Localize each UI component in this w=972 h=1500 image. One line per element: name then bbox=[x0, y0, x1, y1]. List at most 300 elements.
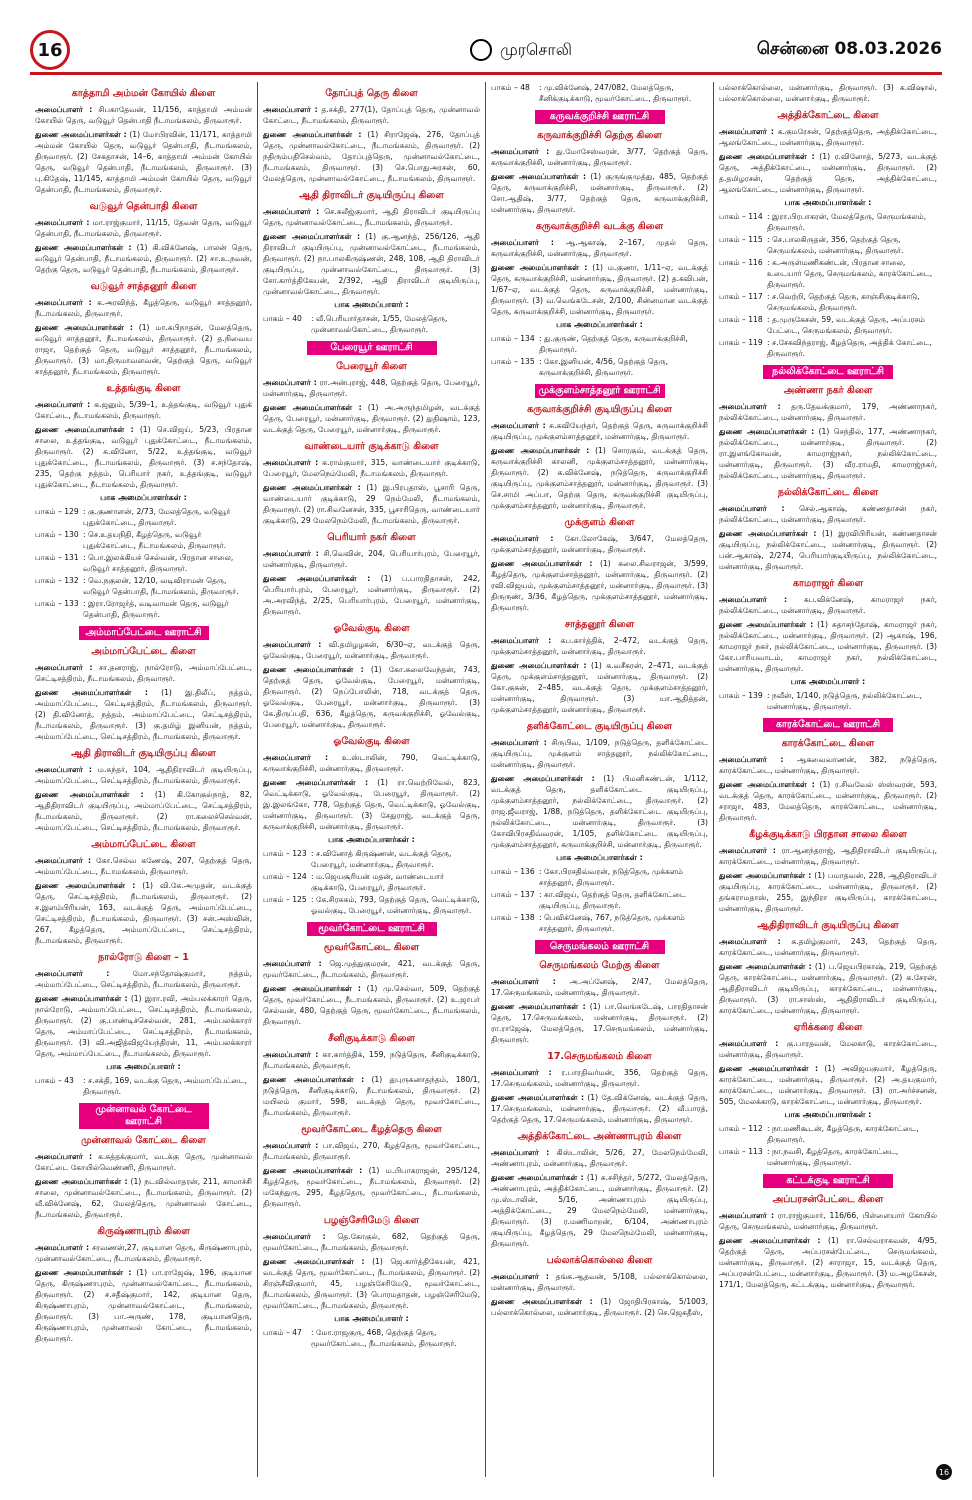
part-organiser-row bbox=[719, 690, 937, 712]
role-label: அமைப்பாளர் : bbox=[35, 663, 93, 672]
entry-text: (1) கோ.கலைவேந்தன், 743, தெற்குத் தெரு, ஓவேல்குடி, பேரையூர், மன்னார்குடி, திருவாரூர். (2) நெப்போலின், 718, வடக்குத் தெரு, ஓவேல்குடி, பேரையூர், மன்னார்குடி, திருவாரூர். (3) கே.திருப்பதி, 636, கீழத்தெரு, கருவக்குறிச்சி, ஓவேல்குடி, பேரையூர், மன்னார்குடி, திருவாரூர். bbox=[263, 665, 480, 729]
role-label: துணை அமைப்பாளர்கள் : bbox=[719, 152, 815, 161]
role-label: துணை அமைப்பாளர்கள் : bbox=[491, 446, 590, 455]
organiser-entry bbox=[35, 297, 252, 319]
role-label: துணை அமைப்பாளர்கள் : bbox=[719, 620, 814, 629]
part-number: பாகம் – 48 bbox=[491, 83, 530, 92]
branch-heading: அம்மாப்பேட்டை கிளை bbox=[91, 646, 196, 657]
organiser-entry bbox=[263, 1256, 480, 1311]
branch-heading: அண்ணா நகர் கிளை bbox=[783, 385, 873, 396]
role-label: அமைப்பாளர் : bbox=[491, 238, 554, 247]
part-organiser-detail: : ச.சேகவிந்தராஜ், கீழத்தெரு, அத்திக் கோட்டை, திருவாரூர். bbox=[767, 338, 932, 358]
role-label: அமைப்பாளர் : bbox=[719, 1211, 774, 1220]
role-label: அமைப்பாளர் : bbox=[35, 1243, 90, 1252]
entry-text: (1) ம.பிபாகராஜன், 295/124, கீழத்தெரு, மூவர்கோட்டை, நீடாமங்கலம், திருவாரூர். (2) மகேந்துரு, 295, கீழத்தெரு, மூவர்கோட்டை, நீடாமங்கலம், திருவாரூர். bbox=[263, 1166, 480, 1208]
organiser-entry bbox=[491, 773, 708, 850]
part-organiser-detail: : கா.விஜய், தெற்குத் தெரு, தளிக்கோட்டை குடியிருப்பு, திருவாரூர். bbox=[539, 890, 687, 910]
organiser-entry bbox=[263, 231, 480, 297]
part-organiser-detail: : கோ.இனியன், 4/56, தெற்குத் தெரு, கருவாக்குறிச்சி, திருவாரூர். bbox=[539, 357, 669, 377]
part-number: பாகம் – 112 bbox=[719, 1124, 763, 1133]
organiser-entry bbox=[35, 129, 252, 195]
organiser-entry bbox=[35, 789, 252, 833]
role-label: அமைப்பாளர் : bbox=[491, 1148, 550, 1157]
organiser-entry bbox=[719, 528, 937, 572]
part-number: பாகம் – 132 bbox=[35, 576, 79, 585]
entry-text: அ.அப்னேஷ், 2/47, மேலத்தெரு, 17.செருமங்கலம், மன்னார்குடி, திருவாரூர். bbox=[491, 977, 708, 997]
part-organiser-detail: : த.முருகேசன், 59, வடக்குத் தெரு, அப்பரசம் பேட்டை, செருமங்கலம், திருவாரூர். bbox=[767, 315, 925, 335]
entry-text: கப.விக்னேஷ், காமராஜர் நகர், நல்லிக்கோட்டை, மன்னார்குடி, திருவாரூர். bbox=[719, 595, 937, 615]
organiser-entry bbox=[491, 533, 708, 555]
role-label: துணை அமைப்பாளர்கள் : bbox=[719, 1236, 821, 1245]
role-label: துணை அமைப்பாளர்கள் : bbox=[35, 425, 134, 434]
entry-text: (1) மு.செல்வா, 509, தெற்குத் தெரு, மூவர்கோட்டை, நீடாமங்கலம், திருவாரூர். (2) உ.ஜாபர் செல்வன், 480, தெற்குத் தெரு, மூவர்கோட்டை, நீடாமங்கலம், திருவாரூர். bbox=[263, 984, 480, 1026]
role-label: துணை அமைப்பாளர்கள் : bbox=[491, 661, 587, 670]
part-number: பாகம் – 113 bbox=[719, 1147, 763, 1156]
part-number: பாகம் – 47 bbox=[263, 1328, 302, 1337]
entry-text: ரா.அன்புராஜ், 448, தெற்குத் தெரு, பேரையூர், மன்னார்குடி, திருவாரூர். bbox=[263, 378, 480, 398]
branch-heading: கருவாக்குறிச்சி தெற்கு கிளை bbox=[537, 130, 662, 141]
entry-text: கோ.லோகேஷ், 3/647, மேலத்தெரு, முக்குளம்சாத்தனூர், மன்னார்குடி, திருவாரூர். bbox=[491, 534, 709, 554]
organiser-entry bbox=[263, 402, 480, 435]
entry-text: (1) பமாதவன், 228, ஆதிதிராவிடர் குடியிருப்பு, காரக்கோட்டை, மன்னார்குடி, திருவாரூர். (2) தங்கராமதாஸ், 255, இந்திரா குடியிருப்பு, காரக்கோட்டை, மன்னார்குடி, திருவாரூர். bbox=[719, 871, 938, 913]
organiser-entry bbox=[263, 983, 480, 1027]
role-label: அமைப்பாளர் : bbox=[719, 504, 785, 513]
role-label: துணை அமைப்பாளர்கள் : bbox=[719, 529, 817, 538]
part-organiser-row bbox=[491, 866, 708, 888]
entry-text: (1) மா.சுபிநாதன், மேலத்தெரு, வடுவூர் சாத்தனூர், நீடாமங்கலம், திருவாரூர். (2) த.நிவைய ராஜா, தெற்குத் தெரு, வடுவூர் சாத்தனூர், நீடாமங்கலம், திருவாரூர். (3) மா.திருமாவளவன், தெற்குத் தெரு, வடுவூர் சாத்தனூர், நீடாமங்கலம், திருவாரூர். bbox=[35, 323, 252, 376]
entry-text: (1) அ.அருந்தமிழன், வடக்குத் தெரு, பேரையூர், மன்னார்குடி, திருவாரூர். (2) துதிஷாம், 123, வடக்குத் தெரு, பேரையூர், மன்னார்குடி, திருவாரூர். bbox=[263, 403, 480, 434]
branch-heading: காரக்கோட்டை கிளை bbox=[781, 738, 875, 749]
role-label: துணை அமைப்பாளர்கள் : bbox=[491, 172, 587, 181]
part-organiser-detail: : செ.உதயநிதி, கீழத்தெரு, வடுவூர் புதுக்கோட்டை, நீடாமங்கலம், திருவாரூர். bbox=[83, 530, 227, 550]
part-number: பாகம் – 124 bbox=[263, 872, 307, 881]
branch-heading: கருவாக்குறிச்சி வடக்கு கிளை bbox=[535, 221, 664, 232]
branch-heading: ஏரிக்கரை கிளை bbox=[793, 1022, 863, 1033]
role-label: அமைப்பாளர் : bbox=[263, 640, 322, 649]
part-number: பாகம் – 40 bbox=[263, 314, 302, 323]
organiser-entry bbox=[719, 82, 937, 104]
part-organiser-row bbox=[491, 333, 708, 355]
page-number: 16 bbox=[30, 30, 70, 70]
entry-text: க.குமரேசன், தெற்குத்தெரு, அத்திக்கோட்டை, ஆலங்கோட்டை, மன்னார்குடி, திருவாரூர். bbox=[719, 127, 937, 147]
part-organiser-row bbox=[491, 356, 708, 378]
part-organiser-row bbox=[719, 234, 937, 256]
organiser-entry bbox=[719, 126, 937, 148]
column-1 bbox=[30, 82, 258, 1477]
organiser-entry bbox=[719, 1235, 937, 1290]
organiser-entry bbox=[35, 993, 252, 1059]
role-label: துணை அமைப்பாளர்கள் : bbox=[719, 1064, 819, 1073]
organiser-entry bbox=[719, 503, 937, 525]
entry-text: (1) குருங்குமுத்து, 485, தெற்குத் தெரு, கருவாக்குறிச்சி, மன்னார்குடி, திருவாரூர். (2) சோ.ஆதிஷ், 3/77, தெற்குத் தெரு, கருவாக்குறிச்சி, மன்னார்குடி, திருவாரூர். bbox=[491, 172, 709, 214]
part-number: பாகம் – 125 bbox=[263, 895, 307, 904]
role-label: துணை அமைப்பாளர்கள் : bbox=[263, 232, 361, 241]
part-number: பாகம் – 130 bbox=[35, 530, 79, 539]
part-number: பாகம் – 134 bbox=[491, 334, 535, 343]
organiser-entry bbox=[263, 1074, 480, 1118]
entry-text: தரு.தேவக்குமார், 179, அண்ணாநகர், நல்லிக்கோட்டை, மன்னார்குடி, திருவாரூர். bbox=[719, 402, 937, 422]
organiser-entry bbox=[263, 1165, 480, 1209]
entry-text: (1) ப.பாரதிதாசன், 242, பெரியார்புரம், பேரையூர், மன்னார்குடி, திருவாரூர். (2) அ.அரவிந்த், 2/25, பெரியார்புரம், பேரையூர், மன்னார்குடி, திருவாரூர். bbox=[263, 574, 481, 616]
entry-text: (1) நடவில்வாதரன், 211, காமாச்சி சாலை, முன்னாவல்கோட்டை, நீடாமங்கலம், திருவாரூர். (2) வீ.விக்னேஷ், 62, மேலத்தெரு, முன்னாவல் கோட்டை, நீடாமங்கலம், திருவாரூர். bbox=[35, 1177, 253, 1219]
role-label: அமைப்பாளர் : bbox=[491, 977, 556, 986]
organiser-entry bbox=[491, 1147, 708, 1169]
role-label: துணை அமைப்பாளர்கள் : bbox=[491, 1297, 593, 1306]
role-label: துணை அமைப்பாளர்கள் : bbox=[719, 962, 812, 971]
role-label: துணை அமைப்பாளர்கள் : bbox=[263, 778, 368, 787]
branch-heading: மூவர்கோட்டை கிளை bbox=[323, 942, 420, 953]
article-columns bbox=[30, 82, 942, 1477]
entry-text: ரா.ராஜ்குமார், 116/66, பிள்ளையார் கோயில் தெரு, செருமங்கலம், மன்னார்குடி, திருவாரூர். bbox=[719, 1211, 937, 1231]
entry-text: (1) பிமனிகண்டன், 1/112, வடக்குத் தெரு, தளிக்கோட்டை குடியிருப்பு, முக்குளம்சாத்தனூர், நல்லிக்கோட்டை, திருவாரூர். (2) ராஜ.ஜீவராஜ், 1/88, நடுத்தெரு, தளிக்கோட்டை குடியிருப்பு, நல்லிக்கோட்டை, மன்னார்குடி, திருவாரூர். (3) கோவிபிரசதிவ்வரன், 1/105, தளிக்கோட்டை குடியிருப்பு, முக்குளம்சாத்தனூர், கருவாக்குறிச்சி, மன்னார்குடி, திருவாரூர். bbox=[491, 774, 708, 849]
part-organiser-detail: : து.குருண், தெற்குத் தெரு, கருவாக்குறிச்சி, திருவாரூர். bbox=[539, 334, 688, 354]
panchayat-banner: மூவர்கோட்டை ஊராட்சி bbox=[307, 922, 437, 936]
entry-text: கப.கார்த்திக், 2–472, வடக்குத் தெரு, முக்குளம்சாத்தனூர், மன்னார்குடி, திருவாரூர். bbox=[491, 636, 708, 656]
role-label: அமைப்பாளர் : bbox=[263, 207, 320, 216]
part-organiser-row bbox=[263, 1327, 480, 1349]
role-label: துணை அமைப்பாளர்கள் : bbox=[491, 1173, 584, 1182]
role-label: துணை அமைப்பாளர்கள் : bbox=[491, 263, 588, 272]
part-organiser-detail: : இரா.ரோஜர்த், வடிவாமன் தெரு, வடுவூர் தென்பாதி, திருவாரூர். bbox=[83, 599, 229, 619]
role-label: அமைப்பாளர் : bbox=[35, 298, 92, 307]
part-number: பாகம் – 119 bbox=[719, 338, 763, 347]
part-number: பாகம் – 135 bbox=[491, 357, 535, 366]
entry-text: (1) ரா.செல்வராகவன், 4/95, தெற்குத் தெரு, அப்பரசன்பேட்டை, செருமங்கலம், மன்னார்குடி, திருவாரூர். (2) சாராஜா, 15, வடக்குத் தெரு, அப்பரசன்பேட்டை, மன்னார்குடி, திருவாரூர். (3) ம.அழகேசன், 171/1, மேலத்தெரு, கட்டக்குடி, மன்னார்குடி, திருவாரூர். bbox=[719, 1236, 937, 1289]
entry-text: (1) செ.விஜய், 5/23, பிரதான சாலை, உத்தங்குடி, வடுவூர் புதுக்கோட்டை, நீடாமங்கலம், திருவாரூர். (2) க.வினோ, 5/22, உத்தங்குடி, வடுவூர் புதுக்கோட்டை, நீடாமங்கலம், திருவாரூர். (3) ச.சந்தோஷ், 235, தெற்கு நத்தம், பெரியார் நகர், உத்தங்குடி, வடுவூர் புதுக்கோட்டை, நீடாமங்கலம், திருவாரூர். bbox=[35, 425, 252, 489]
branch-heading: தோப்புத் தெரு கிளை bbox=[325, 88, 418, 99]
organiser-entry bbox=[491, 171, 708, 215]
organiser-entry bbox=[491, 445, 708, 511]
role-label: துணை அமைப்பாளர்கள் : bbox=[35, 688, 148, 697]
entry-text: க.சுத்தக்குமார், வடக்கு தெரு, முன்னாவல் கோட்டை கோயில்வெண்ணி, திருவாரூர். bbox=[35, 1152, 252, 1172]
organiser-entry bbox=[35, 424, 252, 490]
organiser-entry bbox=[263, 1049, 480, 1071]
organiser-entry bbox=[35, 764, 252, 786]
branch-heading: பேரையூர் கிளை bbox=[336, 361, 407, 372]
entry-text: பல்லாக்கொல்லை, மன்னார்குடி, திருவாரூர். (3) க.விஷால், பல்லாக்கொல்லை, மன்னார்குடி, திருவாரூர். bbox=[719, 83, 937, 103]
organiser-entry bbox=[263, 129, 480, 184]
organiser-entry bbox=[719, 870, 937, 914]
part-organiser-detail: : கு.குணாளன், 2/73, மேலத்தெரு, வடுவூர் புதுக்கோட்டை, திருவாரூர். bbox=[83, 507, 231, 527]
role-label: துணை அமைப்பாளர்கள் : bbox=[491, 559, 593, 568]
entry-text: (1) அவிஜயகுமார், கீழத்தெரு, காரக்கோட்டை, மன்னார்குடி, திருவாரூர். (2) அ.தயகுமார், காரக்கோட்டை, மன்னார்குடி, திருவாரூர். (3) ரா.அர்ச்சனன், 505, மேலக்காடு, காரக்கோட்டை, மன்னார்குடி, திருவாரூர். bbox=[719, 1064, 937, 1106]
role-label: அமைப்பாளர் : bbox=[719, 595, 787, 604]
organiser-entry bbox=[491, 1296, 708, 1318]
organiser-entry bbox=[491, 1092, 708, 1125]
part-number: பாகம் – 43 bbox=[35, 1076, 74, 1085]
role-label: அமைப்பாளர் : bbox=[35, 1152, 93, 1161]
column-3 bbox=[486, 82, 714, 1477]
branch-heading: முன்னாவல் கோட்டை கிளை bbox=[81, 1135, 206, 1146]
organiser-entry bbox=[491, 1067, 708, 1089]
role-label: அமைப்பாளர் : bbox=[263, 1141, 319, 1150]
entry-text: ம.சுந்தர், 104, ஆதிதிராவிடர் குடியிருப்பு, அம்மாப்பேட்டை, செட்டிசத்திரம், நீடாமங்கலம், திருவாரூர். bbox=[35, 765, 252, 785]
part-number: பாகம் – 129 bbox=[35, 507, 79, 516]
part-organisers-heading: பாக அமைப்பாளர்கள் : bbox=[328, 835, 415, 844]
role-label: துணை அமைப்பாளர்கள் : bbox=[263, 665, 364, 674]
entry-text: (1) கலை.சிவராஜன், 3/599, கீழத்தெரு, முக்குளம்சாத்தனூர், மன்னார்குடி, திருவாரூர். (2) ரவி.விஜயம், முக்குளம்சாத்தனூர், மன்னார்குடி, திருவாரூர். (3) திருருண், 3/36, கீழத்தெரு, முக்குளம்சாத்தனூர், மன்னார்குடி, திருவாரூர். bbox=[491, 559, 708, 612]
branch-heading: பெரியார் நகர் கிளை bbox=[327, 532, 416, 543]
organiser-entry bbox=[719, 845, 937, 867]
role-label: துணை அமைப்பாளர்கள் : bbox=[263, 574, 371, 583]
organiser-entry bbox=[35, 322, 252, 377]
entry-text: (1) பா.வெங்கடேஷ், பாரதிதாசன் தெரு, 17.செருமங்கலம், மன்னார்குடி, திருவாரூர். (2) ரா.ராஜேஷ், மேலத்தெரு, 17.செருமங்கலம், மன்னார்குடி, திருவாரூர். bbox=[491, 1002, 708, 1044]
part-organiser-row bbox=[719, 314, 937, 336]
entry-text: க.தமிழ்குமார், 243, தெற்குத் தெரு, காரக்கோட்டை, மன்னார்குடி, திருவாரூர். bbox=[719, 937, 937, 957]
entry-text: (1) இரா.ரவி, அம்பலக்காரர் தெரு, நால்ரோடு, அம்மாப்பேட்டை, செட்டிசத்திரம், நீடாமங்கலம், திருவாரூர். (2) கு.பாண்டிச்செல்வன், 281, அம்பலக்காரர் தெரு, அம்மாப்பேட்டை, செட்டிசத்திரம், நீடாமங்கலம், திருவாரூர். (3) வி.அஜித்விஜயேந்திரன், 11, அம்பலக்காரர் தெரு, அம்மாப்பேட்டை, நீடாமங்கலம், திருவாரூர். bbox=[35, 994, 252, 1058]
organiser-entry bbox=[491, 737, 708, 770]
panchayat-banner: நல்லிக்கோட்டை ஊராட்சி bbox=[763, 365, 893, 379]
entry-text: ர.பாரதிவர்மன், 356, தெற்குத் தெரு, 17.செருமங்கலம், மன்னார்குடி, திருவாரூர். bbox=[491, 1068, 708, 1088]
part-organiser-row bbox=[719, 257, 937, 290]
entry-text: மா.ராஜ்குமார், 11/15, தேவன் தெரு, வடுவூர் தென்பாதி, நீடாமங்கலம், திருவாரூர். bbox=[35, 218, 252, 238]
part-organisers-heading: பாக அமைப்பாளர் : bbox=[334, 1314, 409, 1323]
organiser-entry bbox=[263, 664, 480, 730]
part-organiser-row bbox=[719, 1146, 937, 1168]
role-label: துணை அமைப்பாளர்கள் : bbox=[719, 780, 815, 789]
panchayat-banner: முக்குளம்சாத்தனூர் ஊராட்சி bbox=[535, 384, 665, 398]
part-organiser-detail: : கே.சிரசுகம், 793, தெற்குத் தெரு, வெட்டிக்காடு, ஓவல்குடி, பேரையூர், மன்னார்குடி, திருவாரூர். bbox=[311, 895, 480, 915]
entry-text: சிருபிவ, 1/109, நடுத்தெரு, தளிக்கோட்டை குடியிருப்பு, முக்குளம் சாத்தனூர், நல்லிக்கோட்டை, மன்னார்குடி, திருவாரூர். bbox=[491, 738, 708, 769]
organiser-entry bbox=[719, 1063, 937, 1107]
organiser-entry bbox=[263, 457, 480, 479]
entry-text: ஜெ.முத்துகுமரன், 421, வடக்குத் தெரு, மூவர்கோட்டை, நீடாமங்கலம், திருவாரூர். bbox=[263, 959, 480, 979]
organiser-entry bbox=[491, 146, 708, 168]
entry-text: (1) ஜோதிபிரகாஷ், 5/1003, பல்லாக்கொல்லை, மன்னார்குடி, திருவாரூர். (2) செ.ஜெகதீஸ், bbox=[491, 1297, 708, 1317]
entry-text: கு.பாரதவன், மேலகாடு, காரக்கோட்டை, மன்னார்குடி, திருவாரூர். bbox=[719, 1039, 937, 1059]
panchayat-banner: செருமங்கலம் ஊராட்சி bbox=[535, 940, 665, 954]
part-organiser-detail: : நா.நவசி, கீழத்தெரு, காரக்கோட்டை, மன்னார்குடி, திருவாரூர். bbox=[767, 1147, 899, 1167]
branch-heading: சாத்தனூர் கிளை bbox=[564, 619, 635, 630]
organiser-entry bbox=[491, 635, 708, 657]
organiser-entry bbox=[263, 777, 480, 832]
part-number: பாகம் – 131 bbox=[35, 553, 79, 562]
organiser-entry bbox=[35, 855, 252, 877]
organiser-entry bbox=[35, 662, 252, 684]
organiser-entry bbox=[263, 1140, 480, 1162]
organiser-entry bbox=[491, 558, 708, 613]
part-organiser-detail: : ச.வினோத் கிருஷ்ணன், வடக்குத் தெரு, பேரையூர், மன்னார்குடி, திருவாரூர். bbox=[311, 849, 452, 869]
part-organiser-detail: : மோ.ராஜகுரு, 468, தெற்குத் தெரு, மூவர்கோட்டை, நீடாமங்கலம், திருவாரூர். bbox=[311, 1328, 457, 1348]
branch-heading: பழஞ்சேரிமேடு கிளை bbox=[323, 1215, 420, 1226]
part-organiser-row bbox=[491, 889, 708, 911]
role-label: அமைப்பாளர் : bbox=[719, 1039, 779, 1048]
panchayat-banner: காரக்கோட்டை ஊராட்சி bbox=[763, 718, 893, 732]
role-label: துணை அமைப்பாளர்கள் : bbox=[35, 1268, 132, 1277]
entry-text: சிபகாதேவன், 11/156, காத்தாமி அம்மன் கோயில் தெரு, வடுவூர் தென்பாதி நீடாமங்கலம், திருவாரூர். bbox=[35, 105, 252, 125]
branch-heading: காமராஜர் கிளை bbox=[792, 578, 864, 589]
role-label: அமைப்பாளர் : bbox=[491, 421, 546, 430]
role-label: அமைப்பாளர் : bbox=[491, 1272, 549, 1281]
part-organiser-row bbox=[35, 598, 252, 620]
organiser-entry bbox=[35, 968, 252, 990]
part-organiser-row bbox=[35, 1075, 252, 1097]
panchayat-banner: கருவக்குறிச்சி ஊராட்சி bbox=[535, 110, 665, 124]
entry-text: சு.கவியேந்தர், தெற்குத் தெரு, கருவாக்குறிச்சி குடியிருப்பு, முக்குளம்சாத்தனூர், மன்னார்குடி, திருவாரூர். bbox=[491, 421, 708, 441]
part-organisers-heading: பாக அமைப்பாளர்கள் : bbox=[784, 198, 872, 207]
role-label: துணை அமைப்பாளர்கள் : bbox=[35, 1177, 128, 1186]
branch-heading: செருமங்கலம் மேற்கு கிளை bbox=[539, 960, 660, 971]
part-organisers-heading: பாக அமைப்பாளர்கள் : bbox=[100, 493, 187, 502]
organiser-entry bbox=[263, 482, 480, 526]
entry-text: (1) சிராஜேஷ், 276, தோப்புத் தெரு, முன்னாவல்கோட்டை, நீடாமங்கலம், திருவாரூர். (2) நதிரும்பதிசெல்வம், தோப்புத்தெரு, முன்னாவல்கோட்டை, நீடாமங்கலம், திருவாரூர். (3) செ.பொதுஅரசன், 60, மேலத்தெரு, முன்னாவல்கோட்டை, நீடாமங்கலம், திருவாரூர். bbox=[263, 130, 481, 183]
organiser-entry bbox=[491, 1271, 708, 1293]
role-label: துணை அமைப்பாளர்கள் : bbox=[35, 790, 144, 799]
part-organiser-row bbox=[719, 337, 937, 359]
entry-text: து.மோசேஸ்வரன், 3/77, தெற்குத் தெரு, கருவாக்குறிச்சி, மன்னார்குடி, திருவாரூர். bbox=[491, 147, 708, 167]
entry-text: வி.தமிழழகன், 6/30–ஏ, வடக்குத் தெரு, ஓவேல்குடி, பேரையூர், மன்னார்குடி, திருவாரூர். bbox=[263, 640, 480, 660]
part-organiser-detail: : ச.வெற்றி, தெற்குத் தெரு, காஞ்சிகுடிக்காடு, செருமங்கலம், திருவாரூர். bbox=[767, 292, 920, 312]
role-label: துணை அமைப்பாளர்கள் : bbox=[263, 1257, 365, 1266]
branch-heading: ஓவேல்குடி கிளை bbox=[333, 623, 410, 634]
branch-heading: அப்பரசன்பேட்டை கிளை bbox=[772, 1194, 884, 1205]
role-label: அமைப்பாளர் : bbox=[263, 1050, 319, 1059]
part-number: பாகம் – 139 bbox=[719, 691, 763, 700]
organiser-entry bbox=[35, 880, 252, 946]
paper-emblem-icon bbox=[470, 39, 492, 61]
part-number: பாகம் – 115 bbox=[719, 235, 763, 244]
role-label: அமைப்பாளர் : bbox=[719, 402, 781, 411]
role-label: அமைப்பாளர் : bbox=[491, 534, 554, 543]
branch-heading: நல்லிக்கோட்டை கிளை bbox=[777, 487, 879, 498]
role-label: துணை அமைப்பாளர்கள் : bbox=[263, 403, 362, 412]
footer-page-number: 16 bbox=[936, 1464, 952, 1480]
entry-text: மோ.சந்தோஷ்குமார், நத்தம், அம்மாப்பேட்டை, செட்டிசத்திரம், நீடாமங்கலம், திருவாரூர். bbox=[35, 969, 252, 989]
part-organiser-row bbox=[35, 506, 252, 528]
branch-heading: கிருஷ்ணாபுரம் கிளை bbox=[97, 1226, 190, 1237]
entry-text: உ.ஸ்டாலின், 790, வெட்டிக்காடு, கருவாக்குறிச்சி, மன்னார்குடி, திருவாரூர். bbox=[263, 753, 480, 773]
branch-heading: மூவர்கோட்டை கீழத்தெரு கிளை bbox=[301, 1124, 442, 1135]
paper-logo bbox=[470, 39, 572, 61]
entry-text: ரா.ஆனந்தராஜ், ஆதிதிராவிடர் குடியிருப்பு, காரக்கோட்டை, மன்னார்குடி, திருவாரூர். bbox=[719, 846, 937, 866]
part-organiser-detail: : ம.ஜெயசூரியன் மதன், வாண்டையார் குடிக்காடு, பேரையூர், திருவாரூர். bbox=[311, 872, 445, 892]
entry-text: (1) பா.ராஜேஷ், 196, குடியான தெரு, கிருஷ்ணாபுரம், முன்னாவல்கோட்டை, நீடாமங்கலம், திருவாரூர். (2) ச.சதீஷ்குமார், 142, குடியான தெரு, கிருஷ்ணாபுரம், முன்னாவல்கோட்டை, நீடாமங்கலம், திருவாரூர். (3) பா.அருண், 178, குடியானதெரு, கிருஷ்ணாபுரம், முன்னாவல் கோட்டை, நீடாமங்கலம், திருவாரூர். bbox=[35, 1268, 252, 1343]
part-number: பாகம் – 123 bbox=[263, 849, 307, 858]
organiser-entry bbox=[719, 619, 937, 674]
entry-text: க.அரவிந்த், கீழத்தெரு, வடுவூர் சாத்தனூர், நீடாமங்கலம், திருவாரூர். bbox=[35, 298, 252, 318]
entry-text: சி.வெவின், 204, பெரியார்புரம், பேரையூர், மன்னார்குடி, திருவாரூர். bbox=[263, 549, 480, 569]
entry-text: க.ராம்குமார், 315, வாண்டையார் குடிக்காடு, பேரையூர், மேலநெம்மேலி, நீடாமங்கலம், திருவாரூர். bbox=[263, 458, 480, 478]
part-organiser-row bbox=[491, 82, 708, 104]
organiser-entry bbox=[35, 1151, 252, 1173]
part-organisers-heading: பாக அமைப்பாளர் : bbox=[334, 300, 409, 309]
part-organiser-detail: : வெ.நகுலன், 12/10, வடிவிராமன் தெரு, வடுவூர் தென்பாதி, நீடாமங்கலம், திருவாரூர். bbox=[83, 576, 239, 596]
role-label: அமைப்பாளர் : bbox=[35, 218, 90, 227]
part-organisers-heading: பாக அமைப்பாளர்கள் : bbox=[556, 853, 643, 862]
part-organiser-detail: : கோ.பிரசதிவ்வரன், நடுத்தெரு, முக்களம் சாத்தனூர், திருவாரூர். bbox=[539, 867, 683, 887]
organiser-entry bbox=[263, 1231, 480, 1253]
entry-text: தங்க.ஆதவன், 5/108, பல்லாக்கொல்லை, மன்னார்குடி, திருவாரூர். bbox=[491, 1272, 708, 1292]
part-organiser-detail: : பொ.இலக்கியச் செல்வன், பிரதான சாலை, வடுவூர் சாத்தனூர், திருவாரூர். bbox=[83, 553, 234, 573]
entry-text: (1) செந்தில், 177, அண்ணாநகர், நல்லிக்கோட்டை, மன்னார்குடி, திருவாரூர். (2) ரா.இளங்கோவன், காமராஜ்நகர், நல்லிக்கோட்டை, மன்னார்குடி, திருவாரூர். (3) வீர.ராமதி, காமராஜ்நகர், நல்லிக்கோட்டை, மன்னார்குடி, திருவாரூர். bbox=[719, 427, 938, 480]
entry-text: ஆ.ஆகாஷ், 2–167, முதல் தெரு, கருவாக்குறிச்சி, மன்னார்குடி, திருவாரூர். bbox=[491, 238, 708, 258]
branch-heading: நால்ரோடு கிளை – 1 bbox=[98, 952, 189, 963]
role-label: அமைப்பாளர் : bbox=[263, 1232, 326, 1241]
role-label: அமைப்பாளர் : bbox=[491, 147, 550, 156]
part-organiser-detail: : பெவிக்னேஷ், 767, நடுத்தெரு, முக்களம் சாத்தனூர், திருவாரூர். bbox=[539, 913, 685, 933]
part-organiser-detail: : இரா.பிரபாகரன், மேலத்தெரு, செருமங்கலம், திருவாரூர். bbox=[767, 212, 927, 232]
role-label: அமைப்பாளர் : bbox=[35, 969, 110, 978]
branch-heading: வடுவூர் சாத்தனூர் கிளை bbox=[90, 281, 197, 292]
organiser-entry bbox=[263, 548, 480, 570]
organiser-entry bbox=[719, 779, 937, 823]
role-label: அமைப்பாளர் : bbox=[263, 105, 318, 114]
role-label: அமைப்பாளர் : bbox=[719, 127, 774, 136]
part-organisers-heading: பாக அமைப்பாளர்கள் : bbox=[784, 1110, 872, 1119]
organiser-entry bbox=[263, 104, 480, 126]
role-label: அமைப்பாளர் : bbox=[263, 378, 317, 387]
organiser-entry bbox=[263, 639, 480, 661]
branch-heading: கருவாக்குறிச்சி குடியிருப்பு கிளை bbox=[527, 404, 672, 415]
part-organiser-detail: : செ.பாலகிருதன், 356, தெற்குத் தெரு, செருமங்கலம், மன்னார்குடி, திருவாரூர். bbox=[767, 235, 904, 255]
role-label: துணை அமைப்பாளர்கள் : bbox=[263, 1075, 365, 1084]
panchayat-banner: அம்மாப்பேட்டை ஊராட்சி bbox=[79, 626, 209, 640]
entry-text: (1) துபுருசுனாதந்தம், 180/1, நடுத்தெரு, சீனிகுடிக்காடு, நீடாமங்கலம், திருவாரூர். (2) மயிலம் குமார், 598, வடக்குத் தெரு, மூவர்கோட்டை, நீடாமங்கலம், திருவாரூர். bbox=[263, 1075, 481, 1117]
role-label: அமைப்பாளர் : bbox=[491, 1068, 552, 1077]
entry-text: (1) இ.திலீப், நத்தம், அம்மாப்பேட்டை, செட்டிசத்திரம், நீடாமங்கலம், திருவாரூர். (2) தி.வினோத், நத்தம், அம்மாப்பேட்டை, செட்டிசத்திரம், நீடாமங்கலம், திருவாரூர். (3) கு.தமிழ் இனியன், நத்தம், அம்மாப்பேட்டை, செட்டிசத்திரம், நீடாமங்கலம், திருவாரூர். bbox=[35, 688, 252, 741]
part-number: பாகம் – 136 bbox=[491, 867, 535, 876]
role-label: அமைப்பாளர் : bbox=[263, 549, 319, 558]
paper-name: முரசொலி bbox=[500, 39, 572, 59]
role-label: அமைப்பாளர் : bbox=[719, 846, 776, 855]
masthead bbox=[30, 28, 942, 75]
branch-heading: வடுவூர் தென்பாதி கிளை bbox=[89, 201, 198, 212]
branch-heading: தளிக்கோட்டை குடியிருப்பு கிளை bbox=[526, 721, 673, 732]
city-date: சென்னை 08.03.2026 bbox=[756, 39, 942, 59]
column-4 bbox=[714, 82, 942, 1477]
role-label: துணை அமைப்பாளர்கள் : bbox=[491, 1093, 585, 1102]
role-label: துணை அமைப்பாளர்கள் : bbox=[35, 130, 127, 139]
entry-text: (1) ரா.வெற்றிவேல், 823, வெட்டிக்காடு, ஓவேல்குடி, பேரையூர், திருவாரூர். (2) இ.இலங்கோ, 778, தெற்குத் தெரு, வெட்டிக்காடு, ஓவேல்குடி, மன்னார்குடி, திருவாரூர். (3) சேதுராஜ், வடக்குத் தெரு, கருவாக்குறிச்சி, மன்னார்குடி, திருவாரூர். bbox=[263, 778, 480, 831]
entry-text: பா.விஜய், 270, கீழத்தெரு, மூவர்கோட்டை, நீடாமங்கலம், திருவாரூர். bbox=[263, 1141, 480, 1161]
panchayat-banner: பேரையூர் ஊராட்சி bbox=[307, 341, 437, 355]
branch-heading: அம்மாப்பேட்டை கிளை bbox=[91, 839, 196, 850]
organiser-entry bbox=[263, 752, 480, 774]
organiser-entry bbox=[719, 426, 937, 481]
organiser-entry bbox=[491, 660, 708, 715]
part-organiser-detail: : க.அருள்மணிகண்டன், பிரதான சாலை, உடையார் தெரு, செருமங்கலம், காரக்கோட்டை, திருவாரூர். bbox=[767, 258, 933, 289]
entry-text: ஆகவைவாணன், 382, நடுத்தெரு, காரக்கோட்டை, மன்னார்குடி, திருவாரூர். bbox=[719, 755, 937, 775]
panchayat-banner: கட்டக்குடி ஊராட்சி bbox=[763, 1174, 893, 1188]
organiser-entry bbox=[263, 377, 480, 399]
part-organisers-heading: பாக அமைப்பாளர் : bbox=[106, 1062, 181, 1071]
part-organiser-detail: : ச.சக்தி, 169, வடக்கு தெரு, அம்மாப்பேட்டை, திருவாரூர். bbox=[83, 1076, 248, 1096]
entry-text: (1) கி.கோகுல்நாத், 82, ஆதிதிராவிடர் குடியிருப்பு, அம்மாப்பேட்டை, செட்டிசத்திரம், நீடாமங்கலம், திருவாரூர். (2) ரா.கலைச்செல்வன், அம்மாப்பேட்டை, செட்டிசத்திரம், நீடாமங்கலம், திருவாரூர். bbox=[35, 790, 252, 832]
entry-text: செ.கலீஜ்குமார், ஆதி திராவிடர் குடியிருப்பு தெரு, முன்னாவல்கோட்டை, நீடாமங்கலம், திருவாரூர். bbox=[263, 207, 480, 227]
role-label: துணை அமைப்பாளர்கள் : bbox=[491, 774, 595, 783]
entry-text: (1) ர.சிவவேல் ஸ்ஸ்வரன், 593, வடக்குத் தெரு, காரக்கோட்டை, மன்னார்குடி, திருவாரூர். (2) சராஜா, 483, மேலத்தெரு, காரக்கோட்டை, மன்னார்குடி, திருவாரூர். bbox=[719, 780, 938, 822]
part-organiser-row bbox=[719, 211, 937, 233]
role-label: துணை அமைப்பாளர்கள் : bbox=[263, 984, 361, 993]
part-number: பாகம் – 138 bbox=[491, 913, 535, 922]
organiser-entry bbox=[35, 399, 252, 421]
part-organisers-heading: பாக அமைப்பாளர்கள் : bbox=[556, 320, 643, 329]
role-label: துணை அமைப்பாளர்கள் : bbox=[35, 881, 136, 890]
entry-text: தெ.கோகுல், 682, தெற்குத் தெரு, மூவர்கோட்டை, நீடாமங்கலம், திருவாரூர். bbox=[263, 1232, 480, 1252]
organiser-entry bbox=[491, 420, 708, 442]
organiser-entry bbox=[491, 1001, 708, 1045]
organiser-entry bbox=[719, 754, 937, 776]
part-organiser-detail: : மு.விக்னேஷ், 247/082, மேலத்தெரு, சீனிக்குடிக்காடு, மூவர்கோட்டை, திருவாரூர். bbox=[539, 83, 692, 103]
entry-text: (1) சொரகுவ், வடக்குத் தெரு, கருவாக்குறிச்சி காலனி, முக்குளம்சாத்தனூர், மன்னார்குடி, திருவாரூர். (2) க.விக்னேஷ், நடுத்தெரு, கருவாக்குறிச்சி குடியிருப்பு, முக்குளம்சாத்தனூர், மன்னார்குடி, திருவாரூர். (3) செ.சாமி அப்பா, தெற்கு தெரு, கருவக்குறிச்சி குடியிருப்பு, முக்குளம்சாத்தனூர், மன்னார்குடி, திருவாரூர். bbox=[491, 446, 708, 510]
branch-heading: ஆதிதிராவிடர் குடியிருப்பு கிளை bbox=[757, 920, 899, 931]
entry-text: செல்.ஆகாஷ், கண்ணதாசன் நகர், நல்லிக்கோட்டை, மன்னார்குடி, திருவாரூர். bbox=[719, 504, 937, 524]
part-number: பாகம் – 114 bbox=[719, 212, 763, 221]
branch-heading: 17.செருமங்கலம் கிளை bbox=[547, 1051, 652, 1062]
role-label: அமைப்பாளர் : bbox=[35, 105, 93, 114]
part-organiser-detail: : நா.மணிகூடன், கீழத்தெரு, காரக்கோட்டை, திருவாரூர். bbox=[767, 1124, 919, 1144]
part-organiser-row bbox=[719, 291, 937, 313]
